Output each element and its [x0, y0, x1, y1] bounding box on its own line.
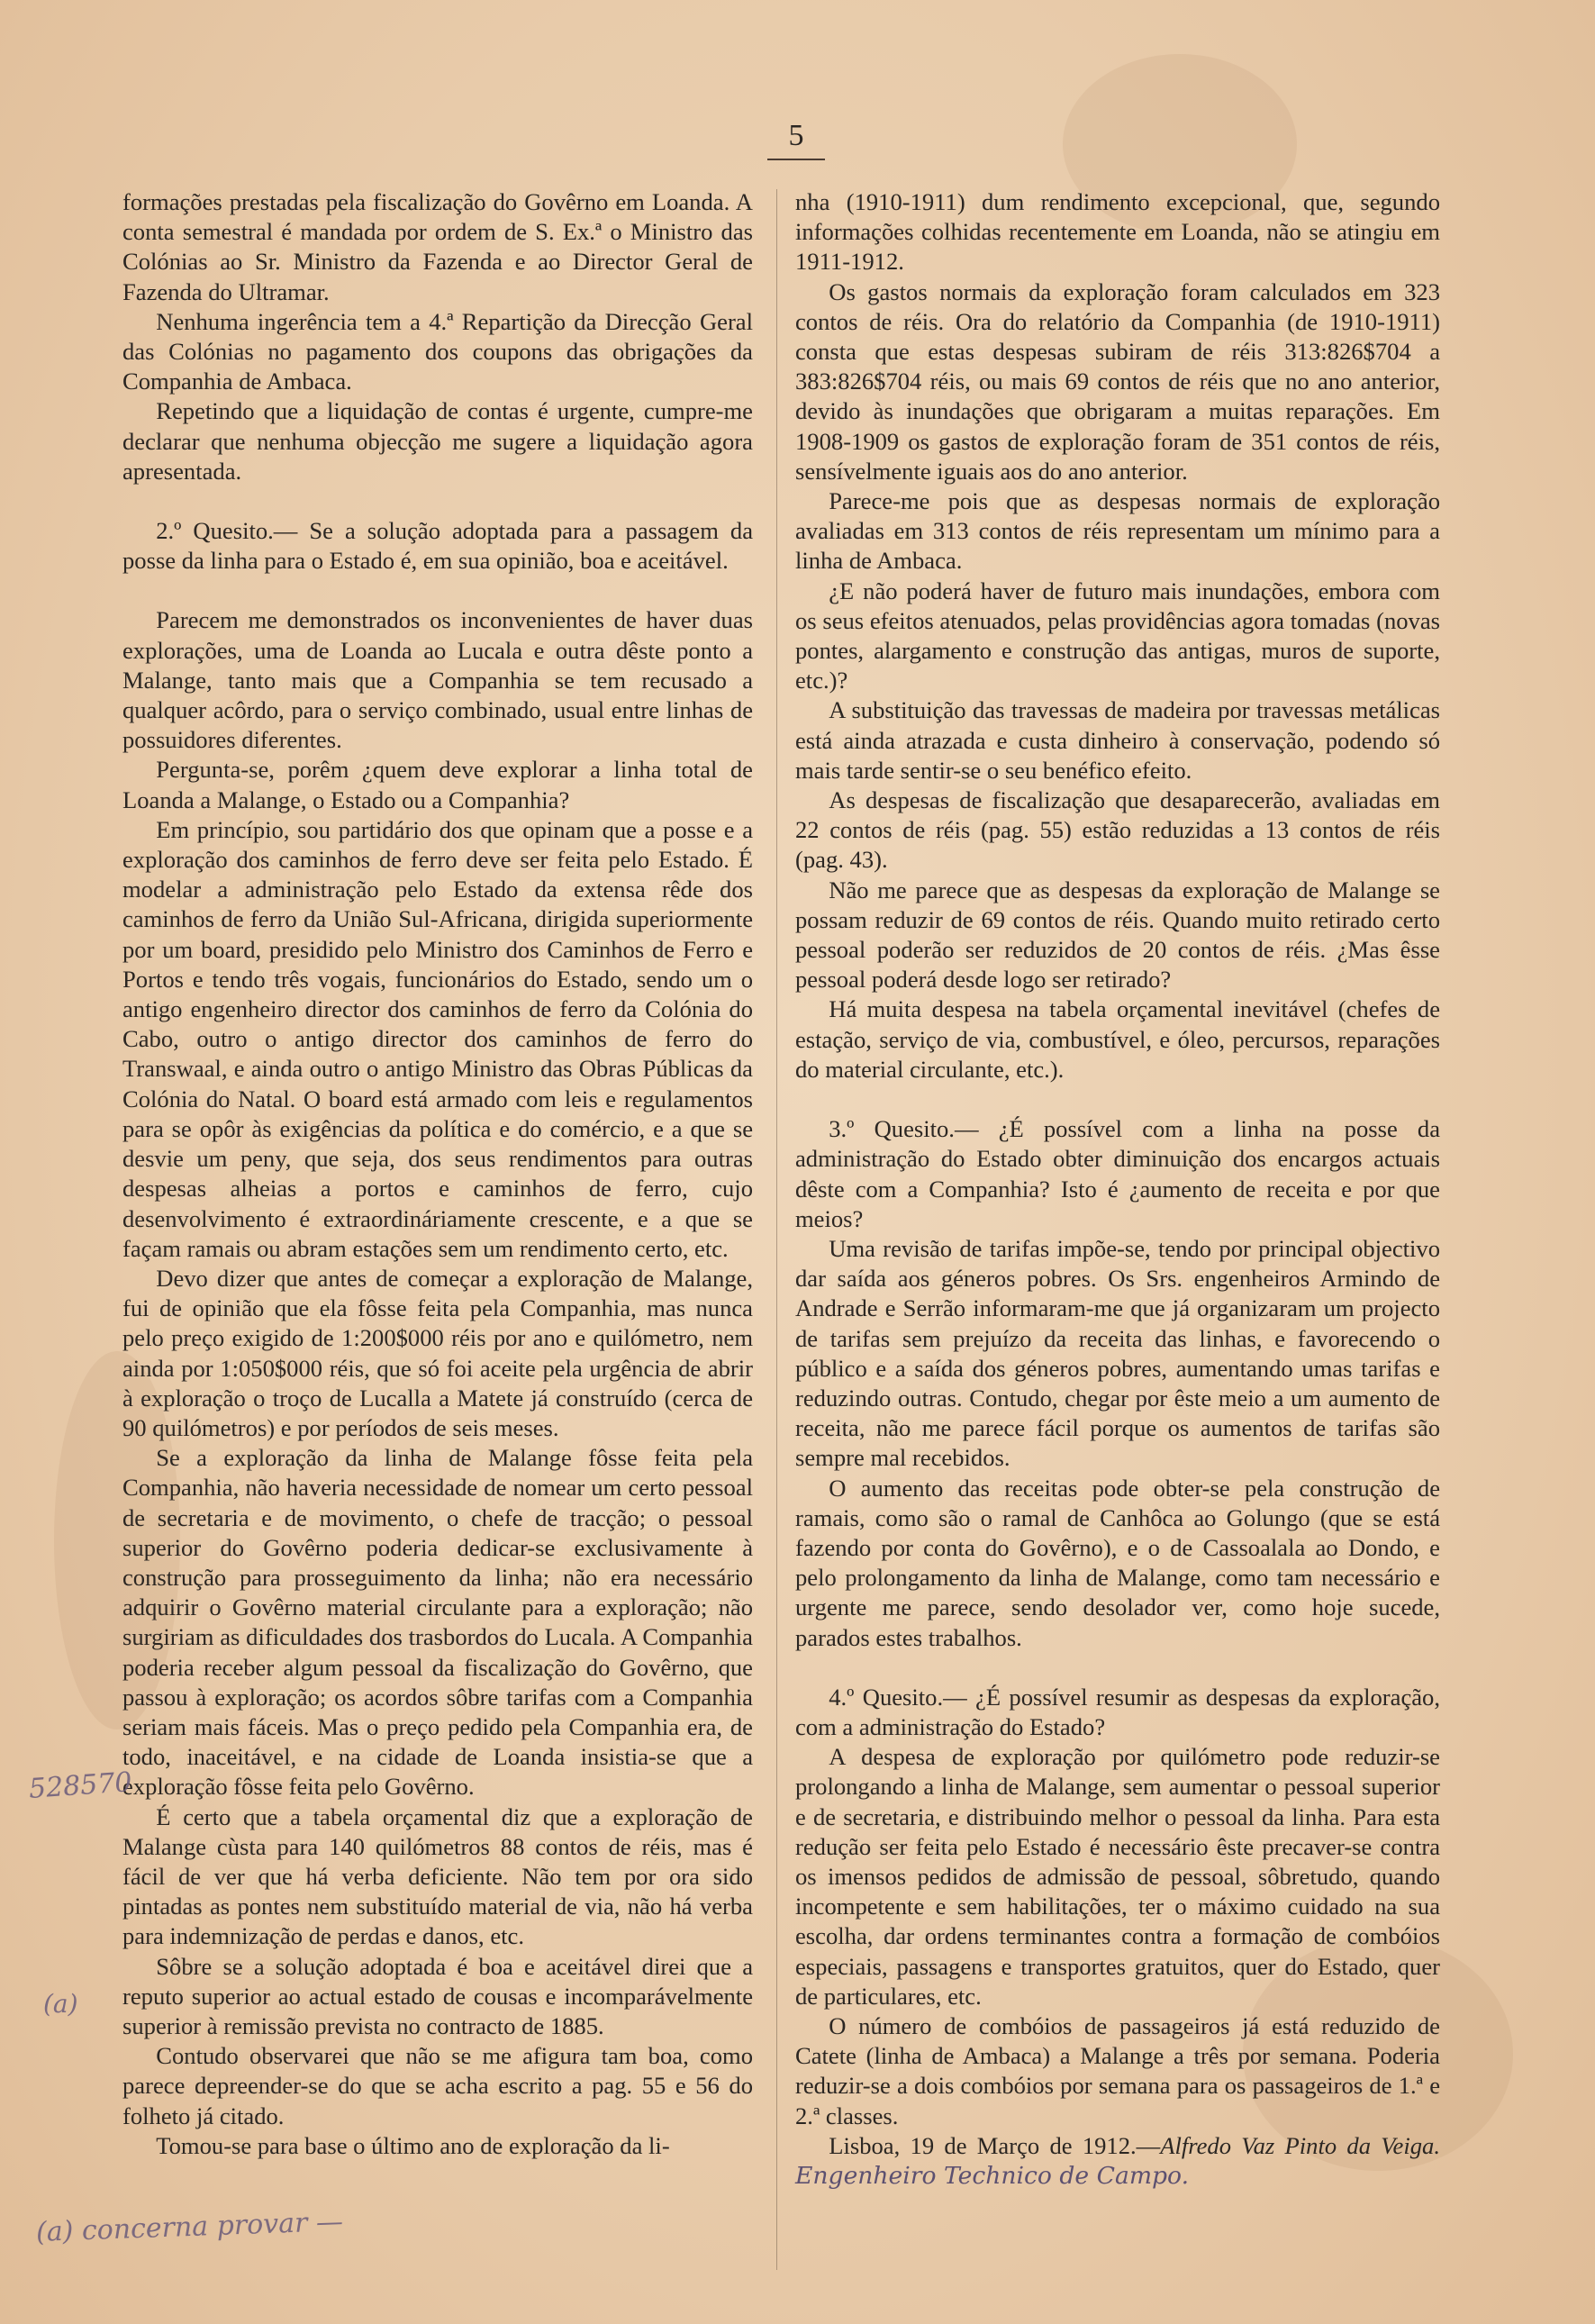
paragraph: 3.º Quesito.— ¿É possível com a linha na posse da administração do Estado obter diminuição dos encargos actuais dêste com a Companhia? Isto é ¿aumento de receita e por que meios? — [795, 1115, 1440, 1232]
handwritten-margin-number: 528570 — [27, 1766, 133, 1805]
paragraph: O número de combóios de passageiros já está reduzido de Catete (linha de Ambaca) a Malange a três por semana. Poderia reduzir-se a dois combóios por semana para os passageiros de 1.ª e 2.ª classes. — [795, 2011, 1440, 2129]
paragraph: 2.º Quesito.— Se a solução adoptada para a passagem da posse da linha para o Estado é, em sua opinião, boa e aceitável. — [122, 517, 753, 575]
paragraph: Pergunta-se, porêm ¿quem deve explorar a linha total de Loanda a Malange, o Estado ou a Companhia? — [122, 756, 753, 813]
paragraph: Tomou-se para base o último ano de exploração da li- — [156, 2131, 670, 2159]
paragraph: Há muita despesa na tabela orçamental inevitável (chefes de estação, serviço de via, combustível, e óleo, percursos, reparações do material circulante, etc.). — [795, 995, 1440, 1083]
paragraph: A substituição das travessas de madeira por travessas metálicas está ainda atrazada e custa dinheiro à conservação, podendo só mais tarde sentir-se o seu benéfico efeito. — [795, 696, 1440, 784]
place-date: Lisboa, 19 de Março de 1912.— — [829, 2131, 1161, 2159]
paragraph: Parece-me pois que as despesas normais de exploração avaliadas em 313 contos de réis representam um mínimo para a linha de Ambaca. — [795, 487, 1440, 575]
author-name: Alfredo Vaz Pinto da Veiga. — [1160, 2131, 1440, 2159]
paragraph: As despesas de fiscalização que desaparecerão, avaliadas em 22 contos de réis (pag. 55) estão reduzidas a 13 contos de réis (pag. 43). — [795, 786, 1440, 874]
column-divider — [776, 189, 777, 2270]
paragraph: Os gastos normais da exploração foram calculados em 323 contos de réis. Ora do relatório da Companhia (de 1910-1911) consta que estas despesas subiram de réis 313:826$704 a 383:826$704 réis, ou mais 69 contos de réis que no ano anterior, devido às inundações que obrigaram a muitas reparações. Em 1908-1909 os gastos de exploração foram de 351 contos de réis, sensívelmente iguais aos do ano anterior. — [795, 277, 1440, 485]
paragraph: É certo que a tabela orçamental diz que a exploração de Malange cùsta para 140 quilómetros 88 contos de réis, mas é fácil de ver que há verba deficiente. Não tem por ora sido pintadas as pontes nem substituído material de via, não há verba para indemnização de perdas e danos, etc. — [122, 1802, 753, 1950]
paragraph: A despesa de exploração por quilómetro pode reduzir-se prolongando a linha de Malange, sem aumentar o pessoal superior e de secretaria, e distribuindo melhor o pessoal da linha. Para esta redução ser feita pelo Estado é necessário êste precaver-se contra os imensos pedidos de admissão de pessoal, sôbretudo, quando incompetente e sem habilitações, ter o máximo cuidado na sua escolha, dar ordens terminantes contra a formação de combóios especiais, passagens e transportes gratuitos, quer do Estado, quer de particulares, etc. — [795, 1743, 1440, 2010]
paragraph: nha (1910-1911) dum rendimento excepcional, que, segundo informações colhidas recentemente em Loanda, não se atingiu em 1911-1912. — [795, 188, 1440, 276]
paragraph: Nenhuma ingerência tem a 4.ª Repartição da Direcção Geral das Colónias no pagamento dos coupons das obrigações da Companhia de Ambaca. — [122, 307, 753, 395]
paragraph: Devo dizer que antes de começar a exploração de Malange, fui de opinião que ela fôsse feita pela Companhia, mas nunca pelo preço exigido de 1:200$000 réis por ano e quilómetro, nem ainda por 1:050$000 réis, que só foi aceite pela urgência de abrir à exploração o troço de Lucalla a Matete já construído (cerca de 90 quilómetros) e por períodos de seis meses. — [122, 1264, 753, 1441]
right-column — [795, 187, 1440, 2191]
paragraph: Não me parece que as despesas da exploração de Malange se possam reduzir de 69 contos de réis. Quando muito retirado certo pessoal poderão ser reduzidos de 20 contos de réis. ¿Mas êsse pessoal poderá desde logo ser retirado? — [795, 876, 1440, 994]
paragraph: Uma revisão de tarifas impõe-se, tendo por principal objectivo dar saída aos géneros pobres. Os Srs. engenheiros Armindo de Andrade e Serrão informaram-me que já organizaram um projecto de tarifas sem prejuízo da receita das linhas, e favorecendo o público e a saída dos géneros pobres, aumentando umas tarifas e reduzindo outras. Contudo, chegar por êste meio a um aumento de receita, não me parece fácil porque os aumentos de tarifas são sempre mal recebidos. — [795, 1234, 1440, 1472]
paragraph: Em princípio, sou partidário dos que opinam que a posse e a exploração dos caminhos de ferro deve ser feita pelo Estado. É modelar a administração pelo Estado da extensa rêde dos caminhos de ferro da União Sul-Africana, dirigida superiormente por um board, presidido pelo Ministro dos Caminhos de Ferro e Portos e tendo três vogais, funcionários do Estado, sendo um o antigo engenheiro director dos caminhos de ferro da Colónia do Cabo, outro o antigo director dos caminhos de ferro do Transwaal, e ainda outro o antigo Ministro das Obras Públicas da Colónia do Natal. O board está armado com leis e regulamentos para se opôr às exigências da política e do comércio, e a que se desvie um peny, que seja, dos seus rendimentos para outras despesas alheias a portos e caminhos de ferro, cujo desenvolvimento é extraordináriamente crescente, e a que se façam ramais ou abram estações sem um rendimento certo, etc. — [122, 815, 753, 1262]
paragraph: Sôbre se a solução adoptada é boa e aceitável direi que a reputo superior ao actual estado de cousas e incomparávelmente superior à remissão prevista no contracto de 1885. — [122, 1952, 753, 2039]
page-number: 5 — [767, 119, 825, 160]
paragraph: Parecem me demonstrados os inconvenientes de haver duas explorações, uma de Loanda ao Lucala e outra dêste ponto a Malange, tanto mais que a Companhia se tem recusado a qualquer acôrdo, para o serviço combinado, usual entre linhas de possuidores diferentes. — [122, 606, 753, 754]
paragraph: formações prestadas pela fiscalização do Govêrno em Loanda. A conta semestral é mandada por ordem de S. Ex.ª o Ministro das Colónias ao Sr. Ministro da Fazenda e ao Director Geral de Fazenda do Ultramar. — [122, 188, 753, 305]
paragraph: O aumento das receitas pode obter-se pela construção de ramais, como são o ramal de Canhôca ao Golungo (que se está fazendo por conta do Govêrno), e o de Cassoalala ao Dondo, e pelo prolongamento da linha de Malange, como tam necessário e urgente me parece, sendo desolador ver, como hoje sucede, parados estes trabalhos. — [795, 1474, 1440, 1651]
handwritten-margin-mark: (a) — [43, 1989, 78, 2019]
handwritten-title: Engenheiro Technico de Campo. — [795, 2162, 1190, 2190]
paragraph: Se a exploração da linha de Malange fôsse feita pela Companhia, não haveria necessidade de nomear um certo pessoal de secretaria e de movimento, o chefe de tracção; o pessoal superior do Govêrno poderia dedicar-se exclusivamente à construção para prosseguimento da linha; não era necessário adquirir o Govêrno material circulante para a exploração; não surgiriam as dificuldades dos trasbordos do Lucala. A Companhia poderia receber algum pessoal da fiscalização do Govêrno, que passou à exploração; os acordos sôbre tarifas com a Companhia seriam mais fáceis. Mas o preço pedido pela Companhia era, de todo, inaceitável, e na cidade de Loanda insistia-se que a exploração fôsse feita pelo Govêrno. — [122, 1444, 753, 1801]
paragraph: Contudo observarei que não se me afigura tam boa, como parece depreender-se do que se acha escrito a pag. 55 e 56 do folheto já citado. — [122, 2042, 753, 2129]
paragraph: ¿E não poderá haver de futuro mais inundações, embora com os seus efeitos atenuados, pelas providências agora tomadas (novas pontes, alargamento e construção das antigas, muros de suporte, etc.)? — [795, 576, 1440, 694]
left-column — [122, 187, 753, 2161]
paragraph: Repetindo que a liquidação de contas é urgente, cumpre-me declarar que nenhuma objecção me sugere a liquidação agora apresentada. — [122, 397, 753, 485]
closing-signature — [795, 2131, 1440, 2191]
handwritten-bottom-note: (a) concerna provar — — [35, 2206, 344, 2248]
paragraph: 4.º Quesito.— ¿É possível resumir as despesas da exploração, com a administração do Estado? — [795, 1683, 1440, 1740]
